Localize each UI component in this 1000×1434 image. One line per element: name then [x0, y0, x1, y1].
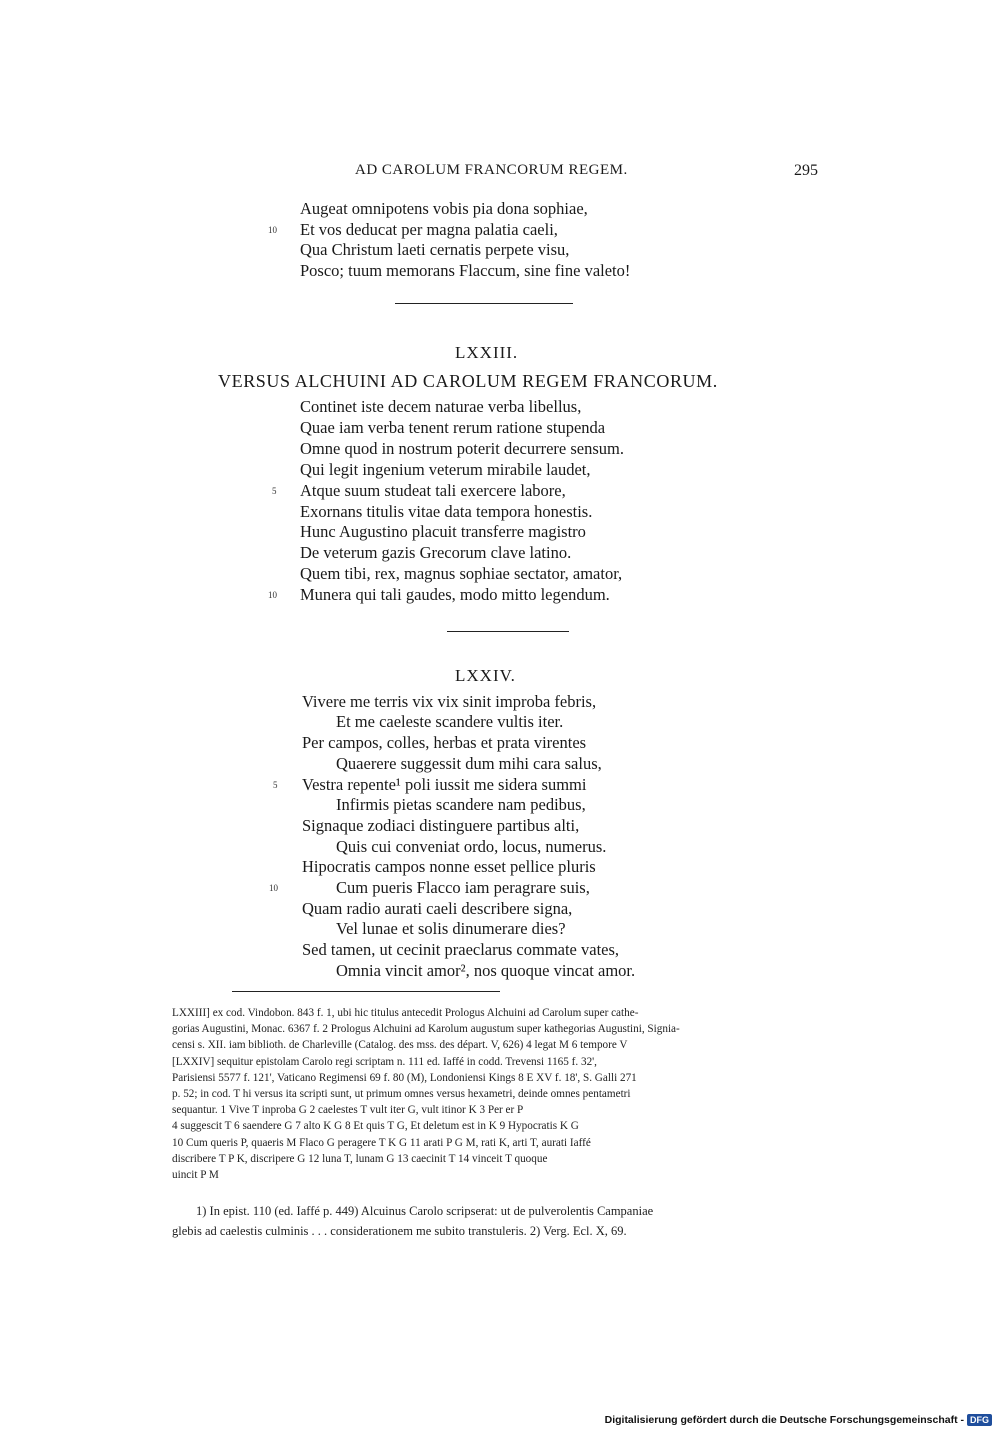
- verse-line: Posco; tuum memorans Flaccum, sine fine valeto!: [300, 261, 631, 280]
- line-number: 10: [269, 883, 278, 893]
- funding-note: Digitalisierung gefördert durch die Deutsche Forschungsgemeinschaft -: [604, 1414, 964, 1426]
- verse-line: Continet iste decem naturae verba libellus,: [300, 397, 582, 416]
- line-number: 5: [272, 486, 277, 496]
- verse-line: Vivere me terris vix vix sinit improba febris,: [302, 692, 597, 711]
- verse-line: Et me caeleste scandere vultis iter.: [336, 712, 564, 731]
- apparatus-line: 4 suggescit T 6 saendere G 7 alto K G 8 Et quis T G, Et deletum est in K 9 Hypocratis K G: [172, 1120, 579, 1132]
- section-title: VERSUS ALCHUINI AD CAROLUM REGEM FRANCORUM.: [218, 371, 718, 391]
- verse-line: Quam radio aurati caeli describere signa,: [302, 899, 573, 918]
- verse-line: Quem tibi, rex, magnus sophiae sectator, amator,: [300, 564, 623, 583]
- footnote-line: glebis ad caelestis culminis . . . considerationem me subito transtuleris. 2) Verg. Ecl. X, 69.: [172, 1224, 627, 1238]
- dfg-logo: DFG: [967, 1414, 992, 1426]
- apparatus-line: sequantur. 1 Vive T inproba G 2 caelestes T vult iter G, vult itinor K 3 Per er P: [172, 1104, 524, 1116]
- page-number: 295: [794, 162, 818, 179]
- verse-line: De veterum gazis Grecorum clave latino.: [300, 543, 572, 562]
- apparatus-line: discribere T P K, discripere G 12 luna T, lunam G 13 caecinit T 14 vinceit T quoque: [172, 1153, 548, 1165]
- verse-line: Infirmis pietas scandere nam pedibus,: [336, 795, 586, 814]
- verse-line: Sed tamen, ut cecinit praeclarus commate vates,: [302, 940, 620, 959]
- line-number: 10: [268, 590, 277, 600]
- running-title: AD CAROLUM FRANCORUM REGEM.: [355, 162, 628, 178]
- verse-line: Per campos, colles, herbas et prata virentes: [302, 733, 587, 752]
- apparatus-line: p. 52; in cod. T hi versus ita scripti sunt, ut primum omnes versus hexametri, deinde omnes pentametri: [172, 1088, 631, 1100]
- apparatus-line: gorias Augustini, Monac. 6367 f. 2 Prologus Alchuini ad Karolum augustum super kathegorias Augustini, Signia-: [172, 1023, 680, 1035]
- verse-line: Qui legit ingenium veterum mirabile laudet,: [300, 460, 591, 479]
- apparatus-line: censi s. XII. iam biblioth. de Charleville (Catalog. des mss. des départ. V, 626) 4 legat M 6 tempore V: [172, 1039, 628, 1051]
- verse-line: Hipocratis campos nonne esset pellice pluris: [302, 857, 596, 876]
- verse-line: Quaerere suggessit dum mihi cara salus,: [336, 754, 602, 773]
- section-number: LXXIII.: [455, 343, 519, 362]
- verse-line: Quae iam verba tenent rerum ratione stupenda: [300, 418, 606, 437]
- funding-credit: [605, 1414, 992, 1426]
- verse-line: Vel lunae et solis dinumerare dies?: [336, 919, 566, 938]
- verse-line: Hunc Augustino placuit transferre magistro: [300, 522, 586, 541]
- section-number: LXXIV.: [455, 666, 516, 685]
- apparatus-rule: [232, 991, 500, 992]
- footnote-line: 1) In epist. 110 (ed. Iaffé p. 449) Alcuinus Carolo scripserat: ut de pulverolentis Campaniae: [196, 1204, 654, 1218]
- verse-line: Vestra repente¹ poli iussit me sidera summi: [302, 775, 587, 794]
- verse-line: Quis cui conveniat ordo, locus, numerus.: [336, 837, 607, 856]
- apparatus-line: LXXIII] ex cod. Vindobon. 843 f. 1, ubi hic titulus antecedit Prologus Alchuini ad Carolum super cathe-: [172, 1007, 639, 1019]
- apparatus-line: [LXXIV] sequitur epistolam Carolo regi scriptam n. 111 ed. Iaffé in codd. Trevensi 1165 f. 32',: [172, 1056, 597, 1068]
- verse-line: Cum pueris Flacco iam peragrare suis,: [336, 878, 590, 897]
- verse-line: Munera qui tali gaudes, modo mitto legendum.: [300, 585, 610, 604]
- apparatus-line: Parisiensi 5577 f. 121', Vaticano Regimensi 69 f. 80 (M), Londoniensi Kings 8 E XV f. 18', S. Galli 271: [172, 1072, 637, 1084]
- section-separator: [447, 631, 569, 632]
- apparatus-line: 10 Cum queris P, quaeris M Flaco G peragere T K G 11 arati P G M, rati K, arti T, aurati Iaffé: [172, 1137, 591, 1149]
- verse-line: Omnia vincit amor², nos quoque vincat amor.: [336, 961, 636, 980]
- verse-line: Qua Christum laeti cernatis perpete visu,: [300, 240, 570, 259]
- verse-line: Augeat omnipotens vobis pia dona sophiae,: [300, 199, 588, 218]
- apparatus-line: uincit P M: [172, 1169, 219, 1181]
- verse-line: Atque suum studeat tali exercere labore,: [300, 481, 566, 500]
- verse-line: Exornans titulis vitae data tempora honestis.: [300, 502, 593, 521]
- line-number: 5: [273, 780, 278, 790]
- section-separator: [395, 303, 573, 304]
- verse-line: Signaque zodiaci distinguere partibus alti,: [302, 816, 580, 835]
- verse-line: Et vos deducat per magna palatia caeli,: [300, 220, 558, 239]
- verse-line: Omne quod in nostrum poterit decurrere sensum.: [300, 439, 624, 458]
- line-number: 10: [268, 225, 277, 235]
